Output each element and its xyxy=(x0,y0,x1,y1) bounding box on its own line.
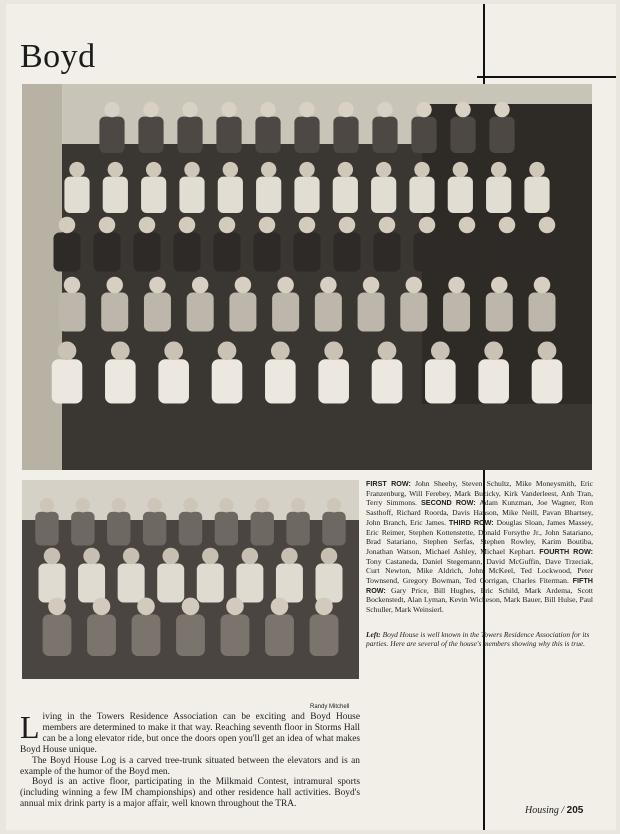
page-footer xyxy=(525,805,583,816)
person-face xyxy=(64,277,81,294)
person-face xyxy=(255,498,269,512)
person-face xyxy=(529,162,544,177)
person-silhouette xyxy=(254,233,281,272)
person-face xyxy=(242,548,259,565)
person-face xyxy=(539,217,556,234)
person-face xyxy=(162,548,179,565)
row-label-fourth: FOURTH ROW: xyxy=(539,546,593,556)
photo-caption-text: Boyd House is well known in the Towers Residence Association for its parties. Here are several of the house's members showing why this is true. xyxy=(366,630,590,649)
row-names-first: John Sheehy, Steven Schultz, Mike Moneysmith, Eric Franzenburg, Will Ferebey, Mark Buzicky, Kirk Vanderleest, Anh Tran, Terry Simmons. xyxy=(366,479,593,508)
person-silhouette xyxy=(524,177,549,213)
person-face xyxy=(491,277,508,294)
row-label-first: FIRST ROW: xyxy=(366,479,411,488)
person-silhouette xyxy=(414,233,441,272)
person-silhouette xyxy=(529,293,556,332)
person-face xyxy=(321,548,338,565)
person-face xyxy=(324,341,343,360)
person-face xyxy=(69,162,84,177)
person-silhouette xyxy=(334,233,361,272)
person-face xyxy=(40,498,54,512)
person-face xyxy=(146,162,161,177)
person-silhouette xyxy=(443,293,470,332)
person-silhouette xyxy=(141,177,166,213)
person-face xyxy=(235,277,252,294)
person-face xyxy=(315,598,333,616)
person-face xyxy=(414,162,429,177)
person-silhouette xyxy=(158,359,189,403)
person-face xyxy=(378,341,397,360)
person-silhouette xyxy=(318,359,349,403)
drop-cap: L xyxy=(20,709,40,745)
person-face xyxy=(143,102,158,117)
person-face xyxy=(260,102,275,117)
person-silhouette xyxy=(310,614,339,656)
person-silhouette xyxy=(486,177,511,213)
row-names-fifth: Gary Price, Bill Hughes, Eric Schild, Mark Ardema, Scott Bockenstedt, Alan Lyman, Kevin Wickeson, Mark Bauer, Bill Hulse, Paul Schuller, Mark Weinsierl. xyxy=(366,585,594,615)
person-silhouette xyxy=(229,293,256,332)
person-face xyxy=(182,598,200,616)
person-silhouette xyxy=(177,117,202,153)
person-silhouette xyxy=(52,359,83,403)
person-face xyxy=(281,548,298,565)
person-silhouette xyxy=(294,177,319,213)
person-silhouette xyxy=(236,564,263,603)
person-face xyxy=(112,498,126,512)
person-silhouette xyxy=(144,293,171,332)
group-photo-image xyxy=(22,84,592,470)
row-names-fourth: Tony Castaneda, Daniel Stegemann, David McGuffin, Dave Trzeciak, Curt Newton, Mike Aldrich, John McKeel, Ted Lockwood, Peter Townsend, Gregory Bowman, Ted Corrigan, Charles Fiterman. xyxy=(366,556,593,586)
person-face xyxy=(137,598,155,616)
person-silhouette xyxy=(78,564,105,603)
person-face xyxy=(104,102,119,117)
person-silhouette xyxy=(87,614,116,656)
person-face xyxy=(431,341,450,360)
person-silhouette xyxy=(187,293,214,332)
person-face xyxy=(226,598,244,616)
paragraph-2: The Boyd House Log is a carved tree-trunk situated between the elevators and is an example of the humor of the Boyd men. xyxy=(20,755,360,777)
person-silhouette xyxy=(534,233,561,272)
person-silhouette xyxy=(35,512,58,546)
person-face xyxy=(494,102,509,117)
person-face xyxy=(299,102,314,117)
person-face xyxy=(299,162,314,177)
person-face xyxy=(291,498,305,512)
person-silhouette xyxy=(265,614,294,656)
person-face xyxy=(106,277,123,294)
person-face xyxy=(338,162,353,177)
person-face xyxy=(363,277,380,294)
person-silhouette xyxy=(176,614,205,656)
party-photo xyxy=(22,480,359,679)
person-face xyxy=(538,341,557,360)
person-face xyxy=(455,102,470,117)
names-caption xyxy=(366,479,593,615)
person-silhouette xyxy=(276,564,303,603)
person-face xyxy=(534,277,551,294)
group-photo xyxy=(22,84,592,470)
person-silhouette xyxy=(478,359,509,403)
person-face xyxy=(182,102,197,117)
person-silhouette xyxy=(99,117,124,153)
person-silhouette xyxy=(411,117,436,153)
photo-caption-label: Left: xyxy=(366,630,381,639)
person-silhouette xyxy=(400,293,427,332)
person-silhouette xyxy=(59,293,86,332)
person-face xyxy=(183,498,197,512)
person-silhouette xyxy=(118,564,145,603)
person-silhouette xyxy=(272,293,299,332)
person-silhouette xyxy=(333,177,358,213)
person-face xyxy=(139,217,156,234)
person-face xyxy=(48,598,66,616)
paragraph-3: Boyd is an active floor, participating in the Milkmaid Contest, intramural sports (including winning a few IM championships) and other residence hall activities. Boyd's annual mix drink party is a major affair, well known throughout the TRA. xyxy=(20,777,360,810)
person-silhouette xyxy=(371,177,396,213)
person-face xyxy=(338,102,353,117)
person-silhouette xyxy=(94,233,121,272)
person-face xyxy=(111,341,130,360)
person-face xyxy=(320,277,337,294)
person-face xyxy=(484,341,503,360)
person-face xyxy=(499,217,516,234)
person-face xyxy=(219,498,233,512)
person-silhouette xyxy=(448,177,473,213)
person-silhouette xyxy=(333,117,358,153)
section-name: Housing / xyxy=(525,805,565,816)
person-silhouette xyxy=(101,293,128,332)
person-silhouette xyxy=(372,117,397,153)
person-silhouette xyxy=(486,293,513,332)
person-face xyxy=(44,548,61,565)
person-silhouette xyxy=(454,233,481,272)
page-title: Boyd xyxy=(20,38,96,75)
person-silhouette xyxy=(256,177,281,213)
photo-caption xyxy=(366,630,593,649)
person-face xyxy=(164,341,183,360)
person-silhouette xyxy=(216,117,241,153)
person-silhouette xyxy=(214,233,241,272)
person-silhouette xyxy=(286,512,309,546)
person-face xyxy=(453,162,468,177)
person-face xyxy=(184,162,199,177)
person-silhouette xyxy=(374,233,401,272)
person-silhouette xyxy=(132,614,161,656)
person-silhouette xyxy=(157,564,184,603)
person-face xyxy=(491,162,506,177)
paragraph-1: iving in the Towers Residence Association can be exciting and Boyd House members are determined to make it that way. Reaching seventh floor in Storms Hall can be a long elevator ride, but once the doors open you'll get an idea of what makes Boyd House unique. xyxy=(20,712,360,755)
person-face xyxy=(261,162,276,177)
person-silhouette xyxy=(294,233,321,272)
person-face xyxy=(406,277,423,294)
row-names-third: Douglas Sloan, James Massey, Eric Reimer, Stephen Kottenstette, Donald Forsythe Jr., John Satariano, Brad Satariano, Stephen Serfas, Stephen Rowley, Karim Boutiba, Jonathan Watson, Michael Ashley, Michael Kephart. xyxy=(366,517,593,556)
person-face xyxy=(83,548,100,565)
person-silhouette xyxy=(358,293,385,332)
person-silhouette xyxy=(255,117,280,153)
person-face xyxy=(419,217,436,234)
photo-credit: Randy Mitchell xyxy=(310,704,350,710)
person-face xyxy=(448,277,465,294)
yearbook-page xyxy=(6,4,616,830)
party-photo-image xyxy=(22,480,359,679)
person-face xyxy=(218,341,237,360)
person-face xyxy=(58,341,77,360)
person-face xyxy=(271,598,289,616)
person-silhouette xyxy=(450,117,475,153)
person-silhouette xyxy=(107,512,130,546)
person-face xyxy=(93,598,111,616)
person-silhouette xyxy=(294,117,319,153)
article-body xyxy=(20,709,360,810)
person-silhouette xyxy=(489,117,514,153)
person-silhouette xyxy=(409,177,434,213)
person-face xyxy=(219,217,236,234)
person-face xyxy=(277,277,294,294)
person-face xyxy=(299,217,316,234)
person-face xyxy=(59,217,76,234)
person-face xyxy=(123,548,139,565)
row-label-fifth: FIFTH ROW: xyxy=(366,576,593,595)
person-face xyxy=(339,217,356,234)
person-silhouette xyxy=(54,233,81,272)
person-silhouette xyxy=(64,177,89,213)
person-silhouette xyxy=(425,359,456,403)
person-face xyxy=(259,217,276,234)
person-silhouette xyxy=(138,117,163,153)
person-silhouette xyxy=(322,512,345,546)
person-silhouette xyxy=(105,359,136,403)
person-face xyxy=(416,102,431,117)
person-silhouette xyxy=(265,359,296,403)
person-face xyxy=(149,277,166,294)
person-face xyxy=(376,162,391,177)
person-silhouette xyxy=(43,614,72,656)
person-silhouette xyxy=(372,359,403,403)
person-silhouette xyxy=(212,359,243,403)
person-face xyxy=(377,102,392,117)
person-face xyxy=(108,162,123,177)
page-number: 205 xyxy=(566,805,584,816)
person-face xyxy=(147,498,161,512)
person-silhouette xyxy=(316,564,343,603)
person-face xyxy=(221,102,236,117)
person-face xyxy=(459,217,476,234)
row-names-second: Adam Kunzman, Joe Wagner, Ron Sasthoff, Richard Roorda, Davis Hanson, Mike Neill, Pavan Bhartsey, John Branch, Eric James. xyxy=(366,498,594,527)
person-face xyxy=(379,217,396,234)
person-silhouette xyxy=(315,293,342,332)
person-face xyxy=(223,162,238,177)
person-silhouette xyxy=(494,233,521,272)
person-silhouette xyxy=(221,614,250,656)
row-label-second: SECOND ROW: xyxy=(420,498,476,508)
person-silhouette xyxy=(179,177,204,213)
person-silhouette xyxy=(218,177,243,213)
person-silhouette xyxy=(103,177,128,213)
person-face xyxy=(327,498,341,512)
person-silhouette xyxy=(251,512,274,546)
person-silhouette xyxy=(143,512,166,546)
person-face xyxy=(271,341,290,360)
person-silhouette xyxy=(71,512,94,546)
person-silhouette xyxy=(174,233,201,272)
person-face xyxy=(192,277,209,294)
person-silhouette xyxy=(197,564,224,603)
person-face xyxy=(179,217,196,234)
person-face xyxy=(99,217,116,234)
person-face xyxy=(76,498,90,512)
person-silhouette xyxy=(39,564,66,603)
person-silhouette xyxy=(179,512,202,546)
row-label-third: THIRD ROW: xyxy=(448,517,494,527)
horizontal-rule xyxy=(477,76,616,78)
person-silhouette xyxy=(532,359,563,403)
person-silhouette xyxy=(134,233,161,272)
person-silhouette xyxy=(215,512,238,546)
person-face xyxy=(202,548,219,565)
